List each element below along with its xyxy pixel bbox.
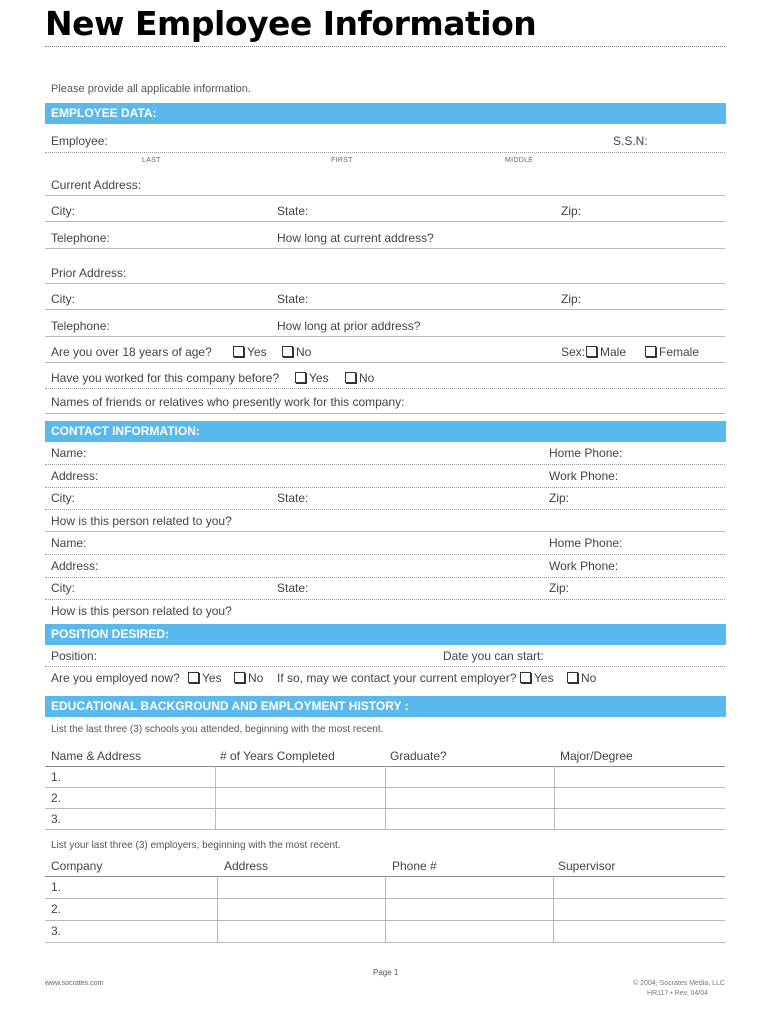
contact2-city-field[interactable] [45, 599, 725, 600]
contact1-address-field[interactable] [45, 487, 725, 488]
contact2-address-label: Address: [51, 559, 99, 573]
page-title: New Employee Information [45, 4, 537, 43]
position-desired-header: POSITION DESIRED: [45, 624, 726, 645]
checkbox-icon [567, 672, 578, 683]
position-label: Position: [51, 649, 98, 663]
prior-telephone-label: Telephone: [51, 319, 110, 333]
employed-yes-checkbox[interactable]: Yes [188, 671, 222, 685]
position-field[interactable] [45, 666, 725, 667]
contact1-city-label: City: [51, 491, 75, 505]
checkbox-icon [295, 372, 306, 383]
employed-no-checkbox[interactable]: No [234, 671, 263, 685]
employee-data-header: EMPLOYEE DATA: [45, 103, 726, 124]
current-address-field[interactable] [45, 195, 725, 196]
contact1-related-label: How is this person related to you? [51, 514, 232, 528]
sex-label: Sex: [561, 345, 586, 359]
telephone-field[interactable] [45, 248, 725, 249]
checkbox-icon [586, 346, 597, 357]
start-date-label: Date you can start: [443, 649, 544, 663]
contact1-city-field[interactable] [45, 509, 725, 510]
over-18-label: Are you over 18 years of age? [51, 345, 212, 359]
employer-col-supervisor: Supervisor [558, 859, 616, 873]
checkbox-icon [188, 672, 199, 683]
employee-field-line[interactable] [45, 152, 725, 153]
prior-state-label: State: [277, 292, 309, 306]
prior-city-label: City: [51, 292, 75, 306]
contact2-city-label: City: [51, 581, 75, 595]
employed-now-label: Are you employed now? [51, 671, 180, 685]
checkbox-icon [233, 346, 244, 357]
intro-text: Please provide all applicable information. [51, 83, 251, 95]
contact1-address-label: Address: [51, 469, 99, 483]
city-state-zip-field[interactable] [45, 221, 725, 222]
friends-label: Names of friends or relatives who presently work for this company: [51, 395, 405, 409]
how-long-prior-label: How long at prior address? [277, 319, 421, 333]
ssn-label: S.S.N: [613, 134, 648, 148]
checkbox-icon [282, 346, 293, 357]
employer-col-divider [553, 876, 554, 942]
prior-telephone-field[interactable] [45, 336, 725, 337]
checkbox-icon [645, 346, 656, 357]
contact1-name-label: Name: [51, 446, 87, 460]
contact-employer-no-checkbox[interactable]: No [567, 671, 596, 685]
friends-field[interactable] [45, 413, 725, 414]
school-col-years: # of Years Completed [220, 749, 335, 763]
contact2-work-phone-label: Work Phone: [549, 559, 619, 573]
employee-label: Employee: [51, 134, 108, 148]
employer-col-company: Company [51, 859, 103, 873]
how-long-current-label: How long at current address? [277, 231, 434, 245]
schools-intro: List the last three (3) schools you attended, beginning with the most recent. [51, 724, 384, 735]
city-label: City: [51, 204, 75, 218]
worked-before-label: Have you worked for this company before? [51, 371, 280, 385]
contact-info-header: CONTACT INFORMATION: [45, 421, 726, 442]
over-18-no-checkbox[interactable]: No [282, 345, 311, 359]
zip-label: Zip: [561, 204, 582, 218]
school-col-graduate: Graduate? [390, 749, 447, 763]
checkbox-icon [234, 672, 245, 683]
copyright-text: © 2004, Socrates Media, LLC [633, 980, 725, 987]
telephone-label: Telephone: [51, 231, 110, 245]
title-divider [45, 46, 725, 47]
school-row-2-number: 2. [51, 791, 62, 805]
contact2-address-field[interactable] [45, 577, 725, 578]
employer-col-divider [217, 876, 218, 942]
school-row-3[interactable] [45, 829, 725, 830]
contact2-home-phone-label: Home Phone: [549, 536, 623, 550]
contact2-related-label: How is this person related to you? [51, 604, 232, 618]
last-name-caption: LAST [142, 157, 161, 164]
over-18-yes-checkbox[interactable]: Yes [233, 345, 267, 359]
contact2-name-field[interactable] [45, 554, 725, 555]
employer-row-1-number: 1. [51, 880, 62, 894]
school-col-major: Major/Degree [560, 749, 633, 763]
employer-col-phone: Phone # [392, 859, 437, 873]
prior-zip-label: Zip: [561, 292, 582, 306]
contact1-related-field[interactable] [45, 531, 725, 532]
education-header: EDUCATIONAL BACKGROUND AND EMPLOYMENT HISTORY : [45, 696, 726, 717]
worked-before-yes-checkbox[interactable]: Yes [295, 371, 329, 385]
contact2-zip-label: Zip: [549, 581, 570, 595]
sex-female-checkbox[interactable]: Female [645, 345, 699, 359]
contact1-home-phone-label: Home Phone: [549, 446, 623, 460]
employer-col-address: Address [224, 859, 269, 873]
age-sex-line [45, 362, 725, 363]
contact1-state-label: State: [277, 491, 309, 505]
contact-employer-yes-checkbox[interactable]: Yes [520, 671, 554, 685]
school-col-divider [554, 766, 555, 829]
contact1-name-field[interactable] [45, 464, 725, 465]
employer-row-3-number: 3. [51, 924, 62, 938]
employer-row-2-number: 2. [51, 902, 62, 916]
prior-address-label: Prior Address: [51, 266, 127, 280]
current-address-label: Current Address: [51, 178, 142, 192]
prior-address-field[interactable] [45, 283, 725, 284]
contact1-work-phone-label: Work Phone: [549, 469, 619, 483]
contact-employer-label: If so, may we contact your current employer? [277, 671, 517, 685]
worked-before-no-checkbox[interactable]: No [345, 371, 374, 385]
page-number: Page 1 [373, 968, 399, 977]
employer-col-divider [385, 876, 386, 942]
middle-name-caption: MIDDLE [505, 157, 534, 164]
checkbox-icon [345, 372, 356, 383]
sex-male-checkbox[interactable]: Male [586, 345, 626, 359]
checkbox-icon [520, 672, 531, 683]
contact2-state-label: State: [277, 581, 309, 595]
prior-city-state-zip-field[interactable] [45, 309, 725, 310]
worked-before-line [45, 388, 725, 389]
form-number: HR117 • Rev. 04/04 [647, 990, 708, 997]
school-row-3-number: 3. [51, 812, 62, 826]
first-name-caption: FIRST [331, 157, 353, 164]
school-row-1-number: 1. [51, 770, 62, 784]
employer-row-3[interactable] [45, 942, 725, 943]
state-label: State: [277, 204, 309, 218]
contact1-zip-label: Zip: [549, 491, 570, 505]
school-col-divider [215, 766, 216, 829]
school-col-name: Name & Address [51, 749, 142, 763]
contact2-name-label: Name: [51, 536, 87, 550]
website-text: www.socrates.com [45, 980, 104, 987]
employers-intro: List your last three (3) employers, beginning with the most recent. [51, 840, 341, 851]
school-col-divider [385, 766, 386, 829]
